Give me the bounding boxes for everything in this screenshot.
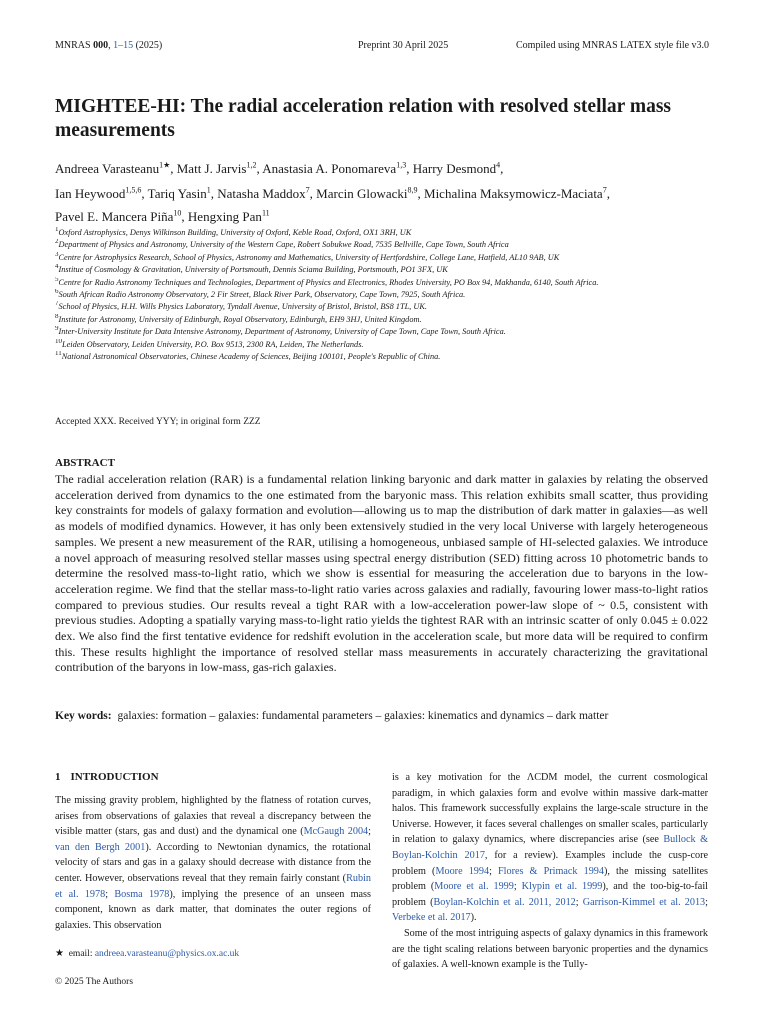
author-name: Andreea Varasteanu <box>55 161 160 176</box>
footnote: ★ email: andreea.varasteanu@physics.ox.ac.uk <box>55 948 240 959</box>
right-column <box>392 770 708 973</box>
left-column <box>55 793 371 933</box>
affiliation-item <box>55 227 715 239</box>
citation-link[interactable]: Boylan-Kolchin et al. 2011, 2012 <box>433 896 576 908</box>
affiliation-number: 11 <box>55 351 62 358</box>
author-name: Ian Heywood <box>55 186 126 201</box>
intro-paragraph-2: Some of the most intriguing aspects of galaxy dynamics in this framework are the tight scaling relations between baryonic properties and the dynamics of galaxies. A well-known example is the Tully- <box>392 927 708 971</box>
author-affiliation-marker: 7 <box>305 185 310 195</box>
affiliation-text: South African Radio Astronomy Observatory, 2 Fir Street, Black River Park, Observatory, Cape Town, 7925, South Africa. <box>58 290 466 300</box>
author-name: Anastasia A. Ponomareva <box>262 161 397 176</box>
affiliation-number: 10 <box>55 338 62 345</box>
citation-link[interactable]: Verbeke et al. 2017 <box>392 912 471 924</box>
author-affiliation-marker: 1,5,6 <box>125 185 142 195</box>
affiliation-text: Department of Physics and Astronomy, University of the Western Cape, Robert Sobukwe Road, 7535 Bellville, Cape Town, South Africa <box>58 240 509 250</box>
affiliations <box>55 227 715 363</box>
citation-link[interactable]: McGaugh 2004 <box>303 826 369 838</box>
paragraph-text: ; <box>489 865 498 877</box>
affiliation-number: 4 <box>55 264 59 271</box>
affiliation-text: Institue of Cosmology & Gravitation, University of Portsmouth, Dennis Sciama Building, Portsmouth, PO1 3FX, UK <box>58 265 448 275</box>
affiliation-item <box>55 264 715 276</box>
affiliation-item <box>55 252 715 264</box>
abstract-body: The radial acceleration relation (RAR) is a fundamental relation linking baryonic and dark matter in galaxies by relating the observed acceleration derived from dynamics to the one estimated from the baryonic mass. This relation exhibits small scatter, thus providing key constraints for models of galaxy formation and evolution—allowing us to map the distribution of dark matter in galaxies—as well as models of modified dynamics. However, it has only been extensively studied in the very local Universe with largely heterogeneous samples. We present a new measurement of the RAR, utilising a homogeneous, unbiased sample of HI-selected galaxies. We introduce a novel approach of measuring resolved stellar masses using spectral energy distribution (SED) fitting across 10 photometric bands to determine the resolved mass-to-light ratio, which we show is essential for measuring the acceleration due to baryons in the low-acceleration regime. We find that the stellar mass-to-light ratio varies across galaxies and radially, favouring lower mass-to-light ratios compared to previous studies. Our results reveal a tight RAR with a low-acceleration power-law slope of ~ 0.5, consistent with previous studies. Adopting a spatially varying mass-to-light ratio yields the tightest RAR with an intrinsic scatter of only 0.045 ± 0.022 dex. We also find the first tentative evidence for redshift evolution in the acceleration scale, but more data will be required to confirm this. These results highlight the importance of resolved stellar mass measurements in accurately characterizing the gravitational contribution of the baryons in low-mass, gas-rich galaxies. <box>55 472 708 675</box>
author-affiliation-marker: 7 <box>602 185 607 195</box>
author-line-2: Ian Heywood$^{1,5,6}$, Tariq Yasin$^1$, Natasha Maddox$^7$, Marcin Glowacki$^{8,9}$, Michalina Maksymowicz-Maciata$^7$, <box>55 185 610 201</box>
paragraph-text: ), and the too-big-to-fail problem ( <box>392 881 708 908</box>
affiliation-item <box>55 239 715 251</box>
paragraph-text: The missing gravity problem, highlighted by the flatness of rotation curves, arises from observations of galaxies that reveal a discrepancy between the visible matter (stars, gas and dust) and the dynamical one ( <box>55 795 371 838</box>
affiliation-number: 8 <box>55 313 59 321</box>
affiliation-text: Oxford Astrophysics, Denys Wilkinson Building, University of Oxford, Keble Road, Oxford, OX1 3RH, UK <box>58 228 412 237</box>
affiliation-item <box>55 277 715 289</box>
author-name: Tariq Yasin <box>147 186 207 201</box>
paragraph-text: ), the missing satellites problem ( <box>392 865 709 893</box>
keywords-label: Key words: <box>55 710 112 722</box>
running-header-left: MNRAS 000, 1–15 (2025) <box>55 40 163 51</box>
accepted-line: Accepted XXX. Received YYY; in original form ZZZ <box>55 417 261 427</box>
affiliation-text: Centre for Astrophysics Research, School of Physics, Astronomy and Mathematics, University of Hertfordshire, College Lane, Hatfield, AL10 9AB, UK <box>58 252 560 262</box>
author-affiliation-marker: 1,2 <box>246 160 257 170</box>
citation-link[interactable]: van den Bergh 2001 <box>55 841 146 853</box>
intro-paragraph-1 <box>55 793 371 933</box>
keywords-text: galaxies: formation – galaxies: fundamental parameters – galaxies: kinematics and dynamics – dark matter <box>117 710 609 722</box>
paragraph-text: ). <box>470 912 477 924</box>
affiliation-number: 2 <box>55 239 59 246</box>
author-affiliation-marker: 10 <box>173 208 182 218</box>
author-affiliation-marker: 11 <box>261 208 270 218</box>
author-affiliation-marker: 1★ <box>159 160 171 170</box>
paragraph-text: ; <box>513 881 522 893</box>
author-name: Natasha Maddox <box>217 186 306 201</box>
paragraph-text: ), implying the presence of an unseen mass component, known as dark matter, that dominates the outer regions of galaxies. This observation <box>55 888 371 931</box>
citation-link[interactable]: Moore 1994 <box>435 865 490 877</box>
author-affiliation-marker: 8,9 <box>407 185 418 195</box>
author-line-3: Pavel E. Mancera Piña$^{10}$, Hengxing Pan$^{11}$ <box>55 208 270 224</box>
author-affiliation-marker: 1 <box>206 185 211 195</box>
paragraph-text: ). According to Newtonian dynamics, the rotational velocity of stars and gas in a galaxy should decrease with distance from the center. However, observations reveal that they remain fairly constant ( <box>55 841 371 884</box>
author-name: Marcin Glowacki <box>316 186 408 201</box>
citation-link[interactable]: Bosma 1978 <box>114 888 170 900</box>
copyright: © 2025 The Authors <box>55 977 134 987</box>
author-name: Hengxing Pan <box>187 209 262 224</box>
affiliation-text: Leiden Observatory, Leiden University, P.O. Box 9513, 2300 RA, Leiden, The Netherlands. <box>62 339 364 349</box>
paragraph-text: ; <box>575 896 583 908</box>
intro-paragraph-1-continued <box>392 770 708 926</box>
affiliation-text: Centre for Radio Astronomy Techniques and Technologies, Department of Physics and Electronics, Rhodes University, PO Box 94, Makhanda, 6140, South Africa. <box>58 277 599 287</box>
paragraph-text: ; <box>705 896 708 908</box>
abstract-heading: ABSTRACT <box>55 457 115 469</box>
pages-link[interactable]: 1–15 <box>113 40 134 51</box>
affiliation-text: Inter-University Institute for Data Intensive Astronomy, Department of Astronomy, University of Cape Town, Cape Town, South Africa. <box>58 327 506 337</box>
affiliation-number: 9 <box>55 326 59 333</box>
author-affiliation-marker: 1,3 <box>396 160 407 170</box>
paper-title: MIGHTEE-HI: The radial acceleration relation with resolved stellar mass measurements <box>55 96 672 141</box>
affiliation-item <box>55 351 715 363</box>
affiliation-text: National Astronomical Observatories, Chinese Academy of Sciences, Beijing 100101, People's Republic of China. <box>61 352 441 362</box>
affiliation-number: 5 <box>55 276 59 283</box>
affiliation-item <box>55 301 715 313</box>
affiliation-number: 7 <box>55 301 59 308</box>
citation-link[interactable]: Bullock & Boylan-Kolchin 2017 <box>392 834 708 861</box>
citation-link[interactable]: Garrison-Kimmel et al. 2013 <box>582 896 706 908</box>
email-link[interactable]: andreea.varasteanu@physics.ox.ac.uk <box>94 949 240 959</box>
citation-link[interactable]: Flores & Primack 1994 <box>498 865 604 877</box>
author-affiliation-marker: 4 <box>496 160 501 170</box>
keywords <box>55 710 608 722</box>
citation-link[interactable]: Rubin et al. 1978 <box>55 872 371 900</box>
author-name: Michalina Maksymowicz-Maciata <box>424 186 603 201</box>
author-name: Harry Desmond <box>412 161 497 176</box>
author-name: Matt J. Jarvis <box>176 161 247 176</box>
affiliation-number: 6 <box>55 289 59 296</box>
citation-link[interactable]: Klypin et al. 1999 <box>521 881 603 893</box>
affiliation-text: School of Physics, H.H. Wills Physics Laboratory, Tyndall Avenue, University of Bristol, Bristol, BS8 1TL, UK. <box>58 302 427 312</box>
citation-link[interactable]: Moore et al. 1999 <box>434 881 514 893</box>
affiliation-text: Institute for Astronomy, University of Edinburgh, Royal Observatory, Edinburgh, EH9 3HJ, United Kingdom. <box>58 314 422 324</box>
running-header-right: Compiled using MNRAS LATEX style file v3.0 <box>516 40 710 51</box>
affiliation-item <box>55 314 715 326</box>
affiliation-item <box>55 339 715 351</box>
paragraph-text: is a key motivation for the ΛCDM model, the current cosmological paradigm, in which galaxies form and evolve within massive dark-matter halos. This framework successfully explains the large-scale structure in the Universe. However, it faces several challenges on smaller scales, particularly in relation to galaxy dynamics, where discrepancies arise (see <box>392 772 708 846</box>
running-header-center: Preprint 30 April 2025 <box>358 40 449 51</box>
author-name: Pavel E. Mancera Piña <box>55 209 174 224</box>
affiliation-number: 3 <box>55 251 59 259</box>
paragraph-text: ; <box>105 888 115 900</box>
paragraph-text: , for a review). Examples include the cusp-core problem ( <box>392 849 708 877</box>
affiliation-item <box>55 326 715 338</box>
affiliation-item <box>55 289 715 301</box>
affiliation-number: 1 <box>55 227 59 234</box>
paragraph-text: ; <box>368 826 371 838</box>
author-line-1: Andreea Varasteanu$^{1★}$, Matt J. Jarvis$^{1,2}$, Anastasia A. Ponomareva$^{1,3}$, Harry Desmond$^4$, <box>55 160 504 176</box>
section-heading-introduction: 1 INTRODUCTION <box>55 771 159 783</box>
